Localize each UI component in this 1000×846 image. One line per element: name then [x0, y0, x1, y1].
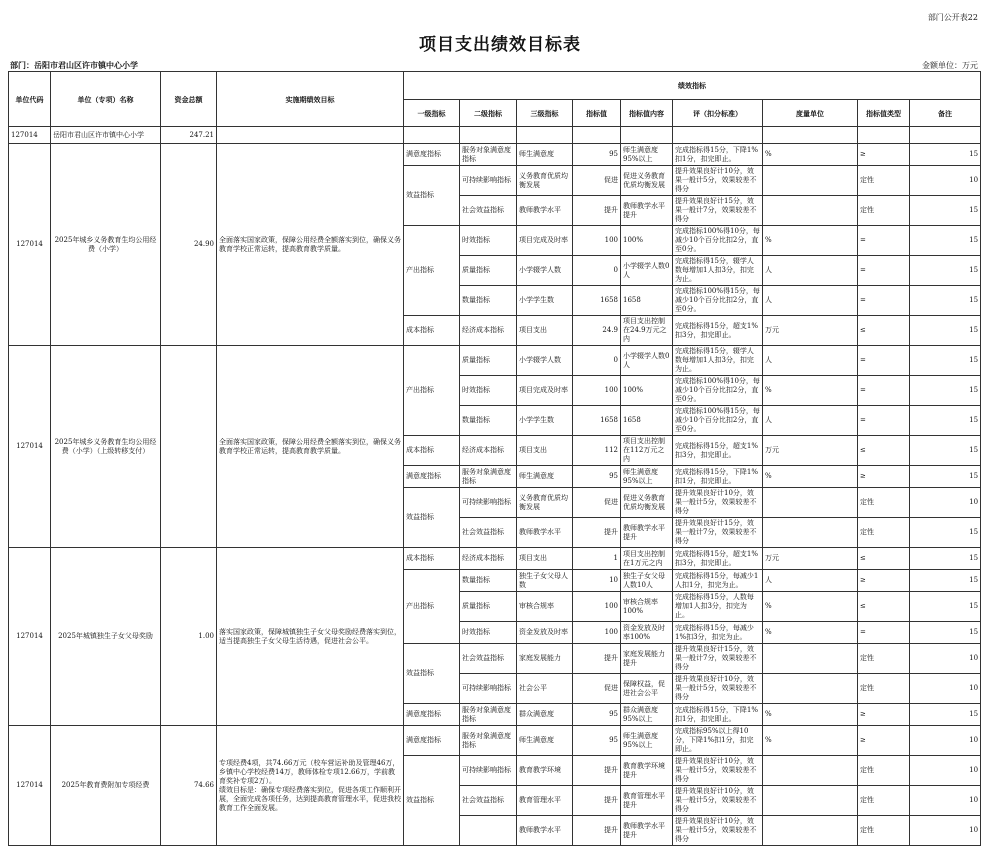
indicator-note: 15: [910, 346, 981, 376]
indicator-type: ≤: [858, 548, 910, 570]
indicator-value: 112: [573, 436, 621, 466]
indicator-value: 提升: [573, 786, 621, 816]
indicator-type: ≤: [858, 316, 910, 346]
indicator-content: 教师教学水平提升: [621, 518, 673, 548]
indicator-criteria: 提升效果良好计10分，效果一般计5分，效果较差不得分: [673, 166, 763, 196]
indicator-level2: 质量指标: [460, 256, 517, 286]
indicator-level3: 师生满意度: [517, 144, 573, 166]
indicator-level1: 产出指标: [404, 226, 460, 316]
indicator-value: 24.9: [573, 316, 621, 346]
summary-name: 岳阳市君山区许市镇中心小学: [51, 127, 161, 144]
project-goal: 落实国家政策，保障城镇独生子女父母奖励经费落实到位，适当提高独生子女父母生活待遇，促进社会公平。: [217, 548, 404, 726]
indicator-level2: 数量指标: [460, 286, 517, 316]
indicator-level3: 独生子女父母人数: [517, 570, 573, 592]
indicator-content: 审核合规率100%: [621, 592, 673, 622]
indicator-criteria: 完成指标100%得10分，每减少10个百分比扣2分，直至0分。: [673, 226, 763, 256]
header-level1: 一级指标: [404, 100, 460, 127]
indicator-value: 95: [573, 144, 621, 166]
indicator-criteria: 完成指标得15分，下降1%扣1分，扣完即止。: [673, 466, 763, 488]
summary-amount: 247.21: [161, 127, 217, 144]
indicator-content: 1658: [621, 406, 673, 436]
indicator-type: ≤: [858, 436, 910, 466]
indicator-unit: [763, 674, 858, 704]
indicator-note: 15: [910, 256, 981, 286]
indicator-criteria: 完成指标得15分，超支1%扣3分，扣完即止。: [673, 316, 763, 346]
indicator-value: 100: [573, 592, 621, 622]
project-goal: 全面落实国家政策，保障公用经费全额落实到位，确保义务教育学校正常运转，提高教育教学质量。: [217, 144, 404, 346]
indicator-level1: 成本指标: [404, 316, 460, 346]
indicator-level3: 社会公平: [517, 674, 573, 704]
indicator-criteria: 提升效果良好计10分，效果一般计5分，效果较差不得分: [673, 816, 763, 846]
indicator-level3: 小学辍学人数: [517, 256, 573, 286]
indicator-level2: 经济成本指标: [460, 548, 517, 570]
header-note: 备注: [910, 100, 981, 127]
indicator-value: 100: [573, 376, 621, 406]
indicator-note: 15: [910, 226, 981, 256]
indicator-level2: 社会效益指标: [460, 196, 517, 226]
indicator-level3: 义务教育优质均衡发展: [517, 488, 573, 518]
project-code: 127014: [9, 144, 51, 346]
indicator-criteria: 提升效果良好计10分，效果一般计5分，效果较差不得分: [673, 488, 763, 518]
indicator-criteria: 完成指标得15分，辍学人数每增加1人扣3分，扣完为止。: [673, 256, 763, 286]
indicator-type: ≥: [858, 144, 910, 166]
indicator-level3: 项目支出: [517, 316, 573, 346]
indicator-note: 15: [910, 196, 981, 226]
indicator-criteria: 提升效果良好计10分，效果一般计5分，效果较差不得分: [673, 786, 763, 816]
indicator-level3: 教育管理水平: [517, 786, 573, 816]
indicator-note: 15: [910, 286, 981, 316]
indicator-criteria: 完成指标得15分，辍学人数每增加1人扣3分，扣完为止。: [673, 346, 763, 376]
indicator-type: 定性: [858, 518, 910, 548]
header-criteria: 评（扣分标准）: [673, 100, 763, 127]
indicator-value: 1658: [573, 286, 621, 316]
indicator-level3: 项目支出: [517, 548, 573, 570]
indicator-level2: [460, 816, 517, 846]
header-value-type: 指标值类型: [858, 100, 910, 127]
project-amount: 1.00: [161, 548, 217, 726]
project-amount: 24.90: [161, 144, 217, 346]
indicator-type: 定性: [858, 816, 910, 846]
project-code: 127014: [9, 346, 51, 548]
indicator-note: 15: [910, 592, 981, 622]
indicator-note: 10: [910, 816, 981, 846]
indicator-unit: [763, 518, 858, 548]
indicator-level3: 群众满意度: [517, 704, 573, 726]
indicator-unit: %: [763, 144, 858, 166]
indicator-criteria: 提升效果良好计10分，效果一般计5分，效果较差不得分: [673, 756, 763, 786]
indicator-note: 15: [910, 316, 981, 346]
project-code: 127014: [9, 726, 51, 846]
indicator-content: 教育教学环境提升: [621, 756, 673, 786]
indicator-note: 15: [910, 622, 981, 644]
indicator-level3: 义务教育优质均衡发展: [517, 166, 573, 196]
header-indicators: 绩效指标: [404, 72, 981, 100]
indicator-value: 提升: [573, 518, 621, 548]
indicator-level3: 审核合规率: [517, 592, 573, 622]
header-measure-unit: 度量单位: [763, 100, 858, 127]
indicator-criteria: 完成指标得15分，每减少1人扣1分，扣完为止。: [673, 570, 763, 592]
indicator-content: 项目支出控制在112万元之内: [621, 436, 673, 466]
indicator-unit: %: [763, 592, 858, 622]
indicator-type: =: [858, 346, 910, 376]
indicator-unit: 万元: [763, 548, 858, 570]
indicator-unit: %: [763, 226, 858, 256]
indicator-content: 1658: [621, 286, 673, 316]
indicator-content: 家庭发展能力提升: [621, 644, 673, 674]
header-unit-name: 单位（专项）名称: [51, 72, 161, 127]
indicator-value: 10: [573, 570, 621, 592]
project-goal: 专项经费4项，共74.66万元（校车营运补助及管理46万，乡镇中心学校经费14万，教师体检专项12.66万，学前教育奖补专项2万）。 绩效目标是：确保专项经费落实到位，促进各项工作顺利开展，全面完成各项任务，达到提高教育管理水平，促进我校教育工作全面发展。: [217, 726, 404, 846]
indicator-level2: 社会效益指标: [460, 644, 517, 674]
indicator-value: 95: [573, 704, 621, 726]
indicator-type: 定性: [858, 756, 910, 786]
indicator-level2: 经济成本指标: [460, 436, 517, 466]
indicator-type: ≥: [858, 704, 910, 726]
indicator-value: 提升: [573, 816, 621, 846]
indicator-note: 15: [910, 436, 981, 466]
indicator-level3: 项目支出: [517, 436, 573, 466]
indicator-level2: 可持续影响指标: [460, 488, 517, 518]
indicator-content: 师生满意度95%以上: [621, 726, 673, 756]
department-label: 部门：岳阳市君山区许市镇中心小学: [10, 60, 138, 70]
indicator-level3: 小学学生数: [517, 286, 573, 316]
indicator-unit: [763, 756, 858, 786]
indicator-criteria: 完成指标100%得10分，每减少10个百分比扣2分，直至0分。: [673, 376, 763, 406]
performance-table: [8, 71, 981, 846]
indicator-criteria: 提升效果良好计15分，效果一般计7分，效果较差不得分: [673, 518, 763, 548]
indicator-level2: 服务对象满意度指标: [460, 144, 517, 166]
header-level2: 二级指标: [460, 100, 517, 127]
indicator-note: 10: [910, 786, 981, 816]
page-title: 项目支出绩效目标表: [419, 35, 581, 55]
indicator-level2: 数量指标: [460, 406, 517, 436]
indicator-value: 100: [573, 622, 621, 644]
indicator-type: =: [858, 622, 910, 644]
indicator-unit: [763, 644, 858, 674]
indicator-level2: 社会效益指标: [460, 518, 517, 548]
indicator-type: =: [858, 376, 910, 406]
indicator-criteria: 完成指标得15分，下降1%扣1分，扣完即止。: [673, 144, 763, 166]
indicator-type: =: [858, 406, 910, 436]
indicator-criteria: 完成指标得15分，每减少1%扣3分，扣完为止。: [673, 622, 763, 644]
project-name: 2025年教育费附加专项经费: [51, 726, 161, 846]
indicator-level1: 满意度指标: [404, 726, 460, 756]
indicator-level1: 产出指标: [404, 570, 460, 644]
indicator-unit: [763, 196, 858, 226]
indicator-type: 定性: [858, 488, 910, 518]
summary-row: [9, 127, 981, 144]
indicator-level1: 产出指标: [404, 346, 460, 436]
indicator-unit: 万元: [763, 316, 858, 346]
indicator-content: 师生满意度95%以上: [621, 466, 673, 488]
table-row: [9, 346, 981, 376]
indicator-criteria: 完成指标95%以上得10分，下降1%扣1分，扣完即止。: [673, 726, 763, 756]
indicator-note: 10: [910, 726, 981, 756]
project-name: 2025年城乡义务教育生均公用经费（小学）: [51, 144, 161, 346]
indicator-level2: 服务对象满意度指标: [460, 704, 517, 726]
indicator-content: 项目支出控制在1万元之内: [621, 548, 673, 570]
indicator-type: 定性: [858, 196, 910, 226]
indicator-value: 95: [573, 726, 621, 756]
indicator-type: ≥: [858, 466, 910, 488]
indicator-level2: 经济成本指标: [460, 316, 517, 346]
indicator-content: 教师教学水平提升: [621, 196, 673, 226]
header-amount: 资金总额: [161, 72, 217, 127]
indicator-level2: 服务对象满意度指标: [460, 466, 517, 488]
indicator-type: =: [858, 256, 910, 286]
indicator-level3: 教师教学水平: [517, 518, 573, 548]
indicator-unit: 人: [763, 406, 858, 436]
indicator-content: 促进义务教育优质均衡发展: [621, 166, 673, 196]
indicator-level2: 社会效益指标: [460, 786, 517, 816]
indicator-content: 100%: [621, 376, 673, 406]
project-amount: [161, 346, 217, 548]
indicator-note: 15: [910, 376, 981, 406]
indicator-unit: 人: [763, 256, 858, 286]
indicator-level2: 时效指标: [460, 226, 517, 256]
indicator-note: 15: [910, 144, 981, 166]
indicator-level1: 满意度指标: [404, 466, 460, 488]
indicator-level2: 时效指标: [460, 622, 517, 644]
indicator-content: 小学辍学人数0人: [621, 256, 673, 286]
indicator-value: 促进: [573, 674, 621, 704]
indicator-unit: [763, 786, 858, 816]
indicator-unit: [763, 166, 858, 196]
indicator-level2: 可持续影响指标: [460, 166, 517, 196]
indicator-unit: 万元: [763, 436, 858, 466]
indicator-unit: 人: [763, 346, 858, 376]
header-unit-code: 单位代码: [9, 72, 51, 127]
indicator-content: 促进义务教育优质均衡发展: [621, 488, 673, 518]
indicator-value: 提升: [573, 644, 621, 674]
indicator-level1: 效益指标: [404, 166, 460, 226]
indicator-criteria: 提升效果良好计10分，效果一般计5分，效果较差不得分: [673, 674, 763, 704]
indicator-type: 定性: [858, 166, 910, 196]
indicator-content: 小学辍学人数0人: [621, 346, 673, 376]
indicator-type: ≥: [858, 570, 910, 592]
project-name: 2025年城乡义务教育生均公用经费（小学）（上级转移支付）: [51, 346, 161, 548]
table-row: [9, 144, 981, 166]
indicator-criteria: 完成指标得15分，超支1%扣3分，扣完即止。: [673, 436, 763, 466]
indicator-level1: 满意度指标: [404, 704, 460, 726]
indicator-content: 保障权益，促进社会公平: [621, 674, 673, 704]
indicator-value: 100: [573, 226, 621, 256]
indicator-level2: 可持续影响指标: [460, 674, 517, 704]
indicator-unit: %: [763, 376, 858, 406]
header-content: 指标值内容: [621, 100, 673, 127]
indicator-criteria: 完成指标得15分，超支1%扣3分，扣完即止。: [673, 548, 763, 570]
indicator-note: 15: [910, 406, 981, 436]
indicator-unit: %: [763, 726, 858, 756]
indicator-unit: %: [763, 704, 858, 726]
indicator-unit: %: [763, 622, 858, 644]
indicator-level2: 质量指标: [460, 346, 517, 376]
project-amount: 74.66: [161, 726, 217, 846]
indicator-criteria: 完成指标100%得15分，每减少10个百分比扣2分，直至0分。: [673, 406, 763, 436]
indicator-level1: 成本指标: [404, 436, 460, 466]
indicator-type: ≥: [858, 726, 910, 756]
indicator-level2: 时效指标: [460, 376, 517, 406]
indicator-unit: 人: [763, 286, 858, 316]
indicator-type: ≤: [858, 592, 910, 622]
indicator-level2: 可持续影响指标: [460, 756, 517, 786]
indicator-level3: 小学辍学人数: [517, 346, 573, 376]
indicator-level1: 效益指标: [404, 644, 460, 704]
indicator-value: 1658: [573, 406, 621, 436]
indicator-value: 提升: [573, 196, 621, 226]
indicator-type: =: [858, 286, 910, 316]
indicator-unit: [763, 488, 858, 518]
indicator-criteria: 提升效果良好计15分，效果一般计7分，效果较差不得分: [673, 644, 763, 674]
header-goal: 实施期绩效目标: [217, 72, 404, 127]
indicator-content: 独生子女父母人数10人: [621, 570, 673, 592]
indicator-level3: 家庭发展能力: [517, 644, 573, 674]
indicator-level1: 效益指标: [404, 756, 460, 846]
indicator-unit: %: [763, 466, 858, 488]
indicator-note: 15: [910, 704, 981, 726]
indicator-level1: 效益指标: [404, 488, 460, 548]
indicator-level1: 满意度指标: [404, 144, 460, 166]
indicator-value: 0: [573, 256, 621, 286]
indicator-level3: 项目完成及时率: [517, 226, 573, 256]
indicator-level2: 服务对象满意度指标: [460, 726, 517, 756]
indicator-unit: [763, 816, 858, 846]
indicator-level3: 师生满意度: [517, 726, 573, 756]
indicator-note: 10: [910, 756, 981, 786]
indicator-content: 项目支出控制在24.9万元之内: [621, 316, 673, 346]
indicator-content: 资金发放及时率100%: [621, 622, 673, 644]
project-name: 2025年城镇独生子女父母奖励: [51, 548, 161, 726]
indicator-type: =: [858, 226, 910, 256]
project-goal: 全面落实国家政策，保障公用经费全额落实到位，确保义务教育学校正常运转，提高教育教学质量。: [217, 346, 404, 548]
indicator-note: 10: [910, 166, 981, 196]
indicator-level3: 资金发放及时率: [517, 622, 573, 644]
header-value: 指标值: [573, 100, 621, 127]
project-code: 127014: [9, 548, 51, 726]
indicator-level3: 教师教学水平: [517, 196, 573, 226]
indicator-content: 教师教学水平提升: [621, 816, 673, 846]
indicator-note: 15: [910, 518, 981, 548]
indicator-value: 1: [573, 548, 621, 570]
indicator-content: 师生满意度95%以上: [621, 144, 673, 166]
indicator-note: 10: [910, 644, 981, 674]
indicator-criteria: 完成指标100%得15分，每减少10个百分比扣2分，直至0分。: [673, 286, 763, 316]
indicator-value: 提升: [573, 756, 621, 786]
indicator-value: 0: [573, 346, 621, 376]
indicator-unit: 人: [763, 570, 858, 592]
indicator-content: 教育管理水平提升: [621, 786, 673, 816]
indicator-type: 定性: [858, 786, 910, 816]
indicator-level3: 小学学生数: [517, 406, 573, 436]
indicator-level3: 项目完成及时率: [517, 376, 573, 406]
indicator-level2: 质量指标: [460, 592, 517, 622]
indicator-level2: 数量指标: [460, 570, 517, 592]
indicator-note: 15: [910, 570, 981, 592]
indicator-type: 定性: [858, 644, 910, 674]
header-level3: 三级指标: [517, 100, 573, 127]
indicator-value: 促进: [573, 166, 621, 196]
indicator-level3: 师生满意度: [517, 466, 573, 488]
indicator-note: 15: [910, 466, 981, 488]
amount-unit-label: 金额单位：万元: [922, 61, 978, 70]
table-number: 部门公开表22: [927, 13, 978, 22]
indicator-criteria: 提升效果良好计15分，效果一般计7分，效果较差不得分: [673, 196, 763, 226]
indicator-type: 定性: [858, 674, 910, 704]
indicator-content: 群众满意度95%以上: [621, 704, 673, 726]
indicator-note: 10: [910, 674, 981, 704]
indicator-value: 促进: [573, 488, 621, 518]
indicator-level3: 教师教学水平: [517, 816, 573, 846]
indicator-criteria: 完成指标得15分，人数每增加1人扣3分，扣完为止。: [673, 592, 763, 622]
table-row: [9, 726, 981, 756]
indicator-level1: 成本指标: [404, 548, 460, 570]
indicator-criteria: 完成指标得15分，下降1%扣1分，扣完即止。: [673, 704, 763, 726]
indicator-value: 95: [573, 466, 621, 488]
indicator-note: 15: [910, 548, 981, 570]
indicator-level3: 教育教学环境: [517, 756, 573, 786]
indicator-note: 10: [910, 488, 981, 518]
indicator-content: 100%: [621, 226, 673, 256]
table-row: [9, 548, 981, 570]
summary-code: 127014: [9, 127, 51, 144]
